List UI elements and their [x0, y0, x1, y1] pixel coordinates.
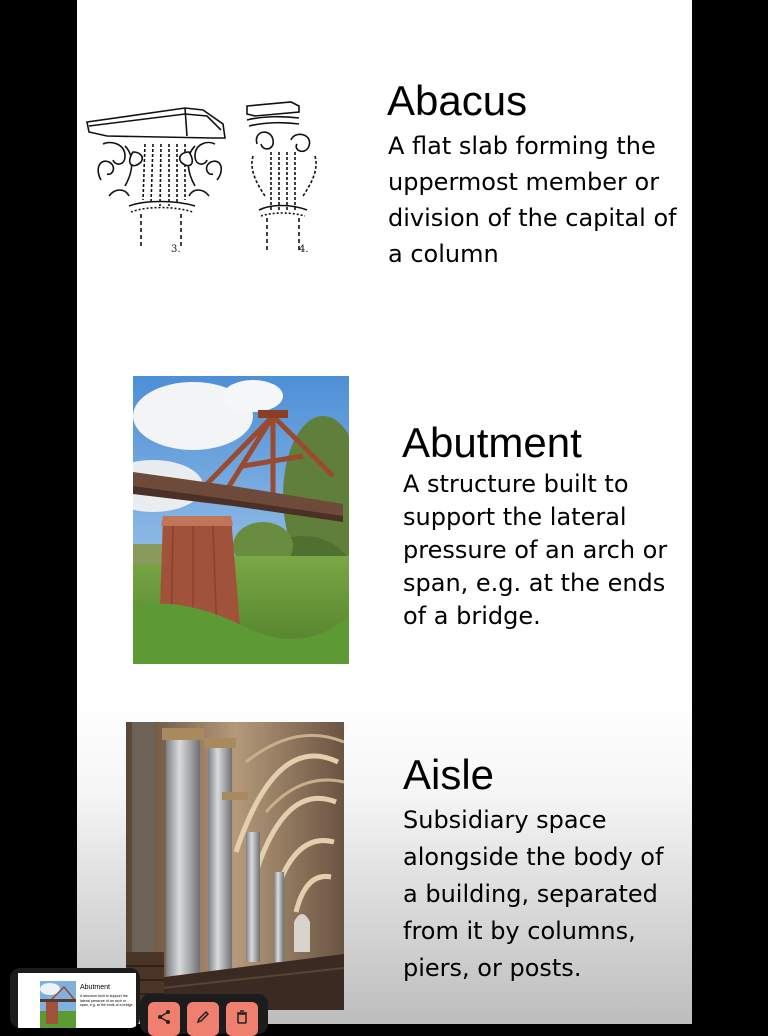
document-page [77, 0, 692, 1024]
share-icon [156, 1009, 172, 1025]
thumbnail-text: A structure built to support the lateral pressure of an arch or span, e.g. at the ends of a bridge. [80, 994, 134, 1007]
term-aisle: Aisle [403, 751, 495, 798]
term-abacus: Abacus [387, 77, 528, 124]
thumbnail-preview [18, 973, 136, 1028]
abacus-capital-illustration [85, 100, 360, 265]
delete-button[interactable] [226, 1002, 258, 1036]
edit-icon [195, 1009, 211, 1025]
definition-abutment: A structure built to support the lateral pressure of an arch or span, e.g. at the ends of a bridge. [403, 470, 668, 630]
delete-icon [234, 1009, 250, 1025]
definition-aisle: Subsidiary space alongside the body of a building, separated from it by columns, piers, or posts. [403, 806, 664, 982]
abutment-bridge-photo [133, 376, 349, 664]
screenshot-thumbnail[interactable] [10, 968, 140, 1028]
term-abutment: Abutment [402, 419, 582, 466]
share-button[interactable] [148, 1002, 180, 1036]
screenshot-actions [140, 994, 268, 1034]
thumbnail-title: Abutment [80, 984, 110, 991]
edit-button[interactable] [187, 1002, 219, 1036]
definition-abacus: A flat slab forming the uppermost member or division of the capital of a column [388, 132, 677, 268]
aisle-cathedral-photo [126, 722, 344, 1010]
figure-label-3: 3. [171, 244, 181, 255]
thumbnail-bridge-image [40, 981, 76, 1028]
figure-label-4: 4. [299, 244, 309, 255]
